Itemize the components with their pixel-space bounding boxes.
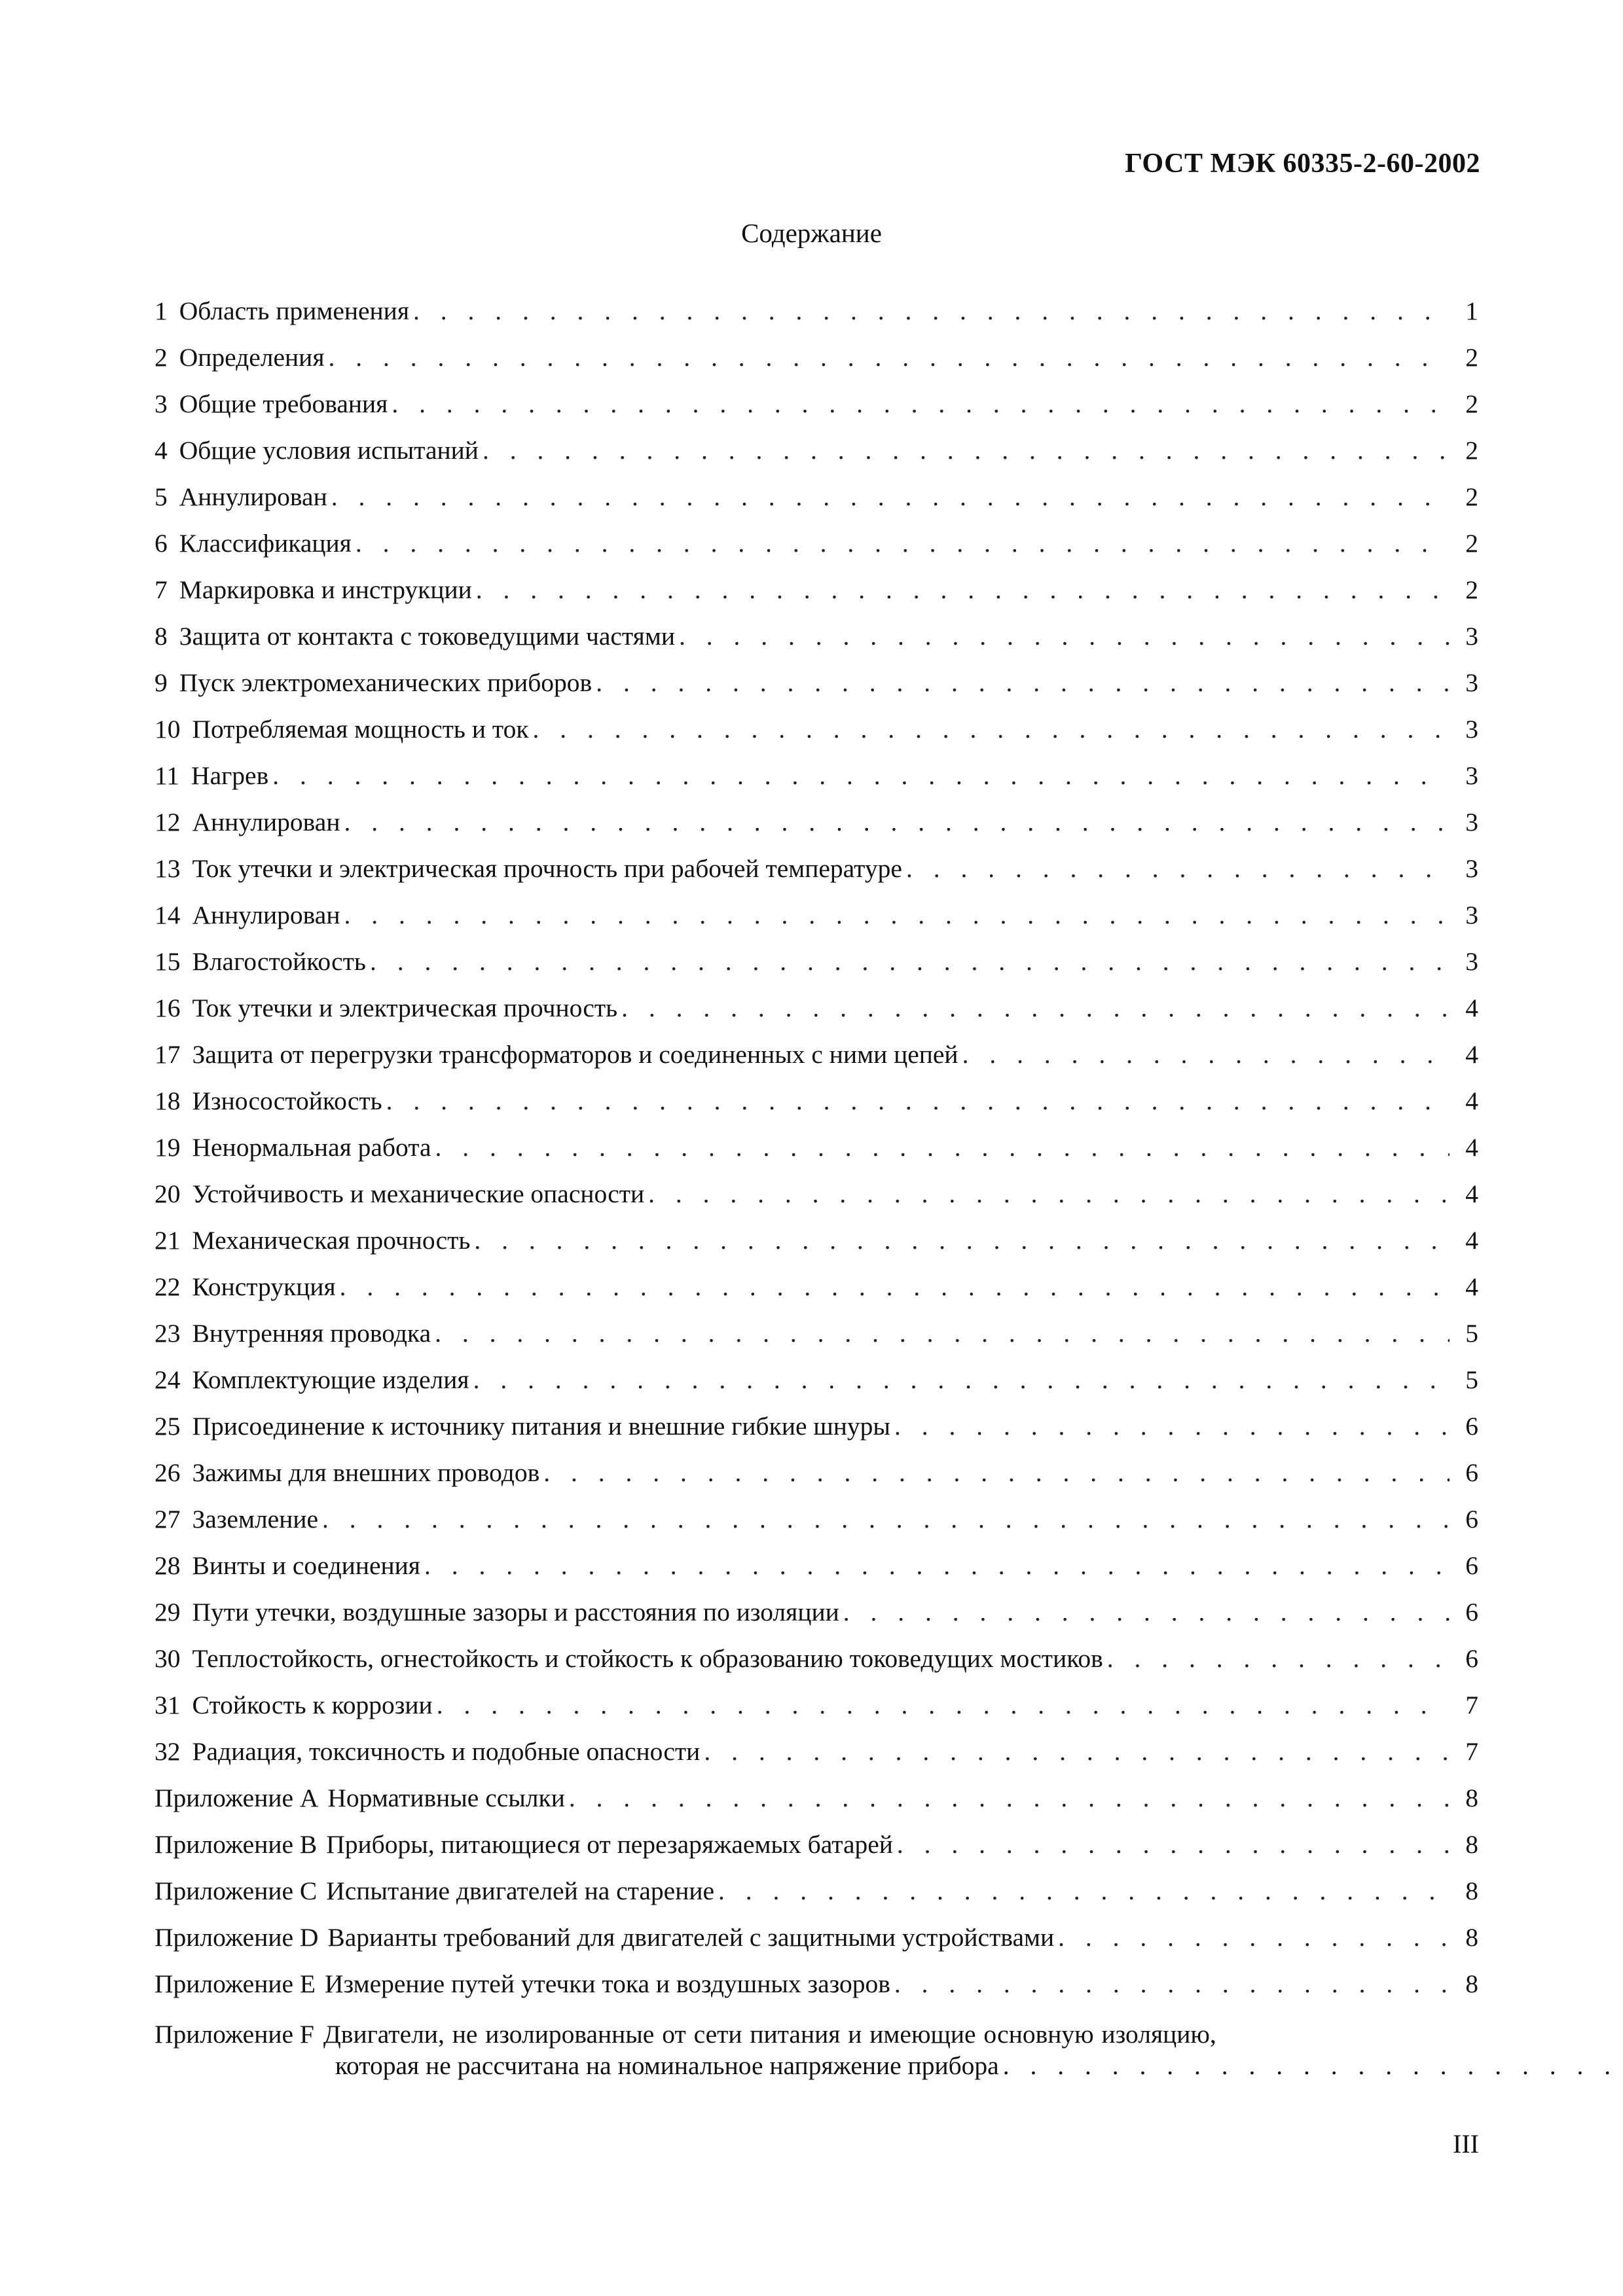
toc-entry-title: Заземление xyxy=(192,1505,319,1534)
dot-leader xyxy=(543,1458,1450,1488)
toc-entry[interactable] xyxy=(155,1783,1478,1829)
toc-entry[interactable] xyxy=(155,1039,1478,1086)
toc-entry-title: Винты и соединения xyxy=(192,1551,420,1580)
dot-leader xyxy=(329,342,1450,372)
toc-entry-title: Нагрев xyxy=(191,761,269,790)
toc-entry-number: 29 xyxy=(155,1598,181,1626)
toc-entry-title: Общие требования xyxy=(179,389,388,418)
toc-entry[interactable] xyxy=(155,1922,1478,1969)
dot-leader xyxy=(435,1318,1450,1348)
toc-entry-page: 7 xyxy=(1465,1737,1478,1766)
dot-leader xyxy=(424,1551,1450,1581)
toc-entry-page: 4 xyxy=(1465,1179,1478,1208)
toc-entry-title: Определения xyxy=(179,343,325,372)
toc-entry-page: 3 xyxy=(1465,668,1478,697)
toc-entry-number: Приложение B xyxy=(155,1830,318,1859)
toc-entry-title-line2-row xyxy=(323,2051,1623,2081)
toc-entry-page: 2 xyxy=(1465,389,1478,418)
toc-entry-number: 23 xyxy=(155,1319,181,1348)
toc-entry[interactable] xyxy=(155,1969,1478,2015)
toc-entry-title: Стойкость к коррозии xyxy=(192,1691,433,1719)
toc-entry[interactable] xyxy=(155,1272,1478,1318)
toc-entry[interactable] xyxy=(155,900,1478,946)
dot-leader xyxy=(435,1132,1450,1162)
toc-entry-number: 24 xyxy=(155,1365,181,1394)
toc-entry[interactable] xyxy=(155,528,1478,575)
toc-entry-page: 8 xyxy=(1465,1876,1478,1905)
dot-leader xyxy=(596,668,1450,698)
toc-entry-number: 15 xyxy=(155,947,181,976)
dot-leader xyxy=(370,946,1450,977)
dot-leader xyxy=(473,1365,1450,1395)
toc-entry-number: 3 xyxy=(155,389,168,418)
dot-leader xyxy=(356,528,1450,558)
dot-leader xyxy=(843,1597,1450,1627)
toc-entry-title: Классификация xyxy=(179,529,352,558)
dot-leader xyxy=(340,1272,1450,1302)
toc-entry[interactable] xyxy=(155,1504,1478,1551)
page-number: III xyxy=(1453,2129,1479,2159)
toc-entry-page: 4 xyxy=(1465,994,1478,1022)
toc-entry-page: 2 xyxy=(1465,575,1478,604)
toc-entry[interactable] xyxy=(155,1690,1478,1736)
toc-entry[interactable] xyxy=(155,668,1478,714)
dot-leader xyxy=(1003,2051,1623,2081)
toc-entry-number: Приложение E xyxy=(155,1969,316,1998)
toc-entry-page: 3 xyxy=(1465,901,1478,929)
dot-leader xyxy=(344,807,1450,837)
toc-entry[interactable] xyxy=(155,575,1478,621)
toc-entry-title: Общие условия испытаний xyxy=(179,436,479,465)
toc-entry-number: 26 xyxy=(155,1458,181,1487)
toc-entry-title: Присоединение к источнику питания и внешние гибкие шнуры xyxy=(192,1412,890,1441)
toc-entry-number: 31 xyxy=(155,1691,181,1719)
toc-entry-number: 11 xyxy=(155,761,180,790)
dot-leader xyxy=(386,1086,1450,1116)
toc-entry-page: 1 xyxy=(1465,296,1478,325)
toc-entry[interactable] xyxy=(155,1225,1478,1272)
toc-entry-page: 3 xyxy=(1465,947,1478,976)
toc-entry-page: 6 xyxy=(1465,1644,1478,1673)
toc-entry-title: Варианты требований для двигателей с защитными устройствами xyxy=(327,1923,1055,1952)
toc-entry-title: Область применения xyxy=(179,296,409,325)
dot-leader xyxy=(476,575,1450,605)
toc-entry[interactable] xyxy=(155,1458,1478,1504)
toc-entry[interactable] xyxy=(155,1365,1478,1411)
dot-leader xyxy=(569,1783,1450,1813)
toc-entry-page: 5 xyxy=(1465,1319,1478,1348)
dot-leader xyxy=(483,435,1450,465)
toc-entry-title: Аннулирован xyxy=(179,482,327,511)
toc-entry-page: 4 xyxy=(1465,1272,1478,1301)
toc-entry-number: 5 xyxy=(155,482,168,511)
dot-leader xyxy=(1107,1643,1450,1674)
toc-entry-number: 25 xyxy=(155,1412,181,1441)
toc-entry-title: Измерение путей утечки тока и воздушных зазоров xyxy=(325,1969,890,1998)
toc-entry[interactable] xyxy=(155,1829,1478,1876)
toc-entry-number: 28 xyxy=(155,1551,181,1580)
toc-entry[interactable] xyxy=(155,1597,1478,1643)
toc-entry[interactable] xyxy=(155,1643,1478,1690)
dot-leader xyxy=(344,900,1450,930)
dot-leader xyxy=(894,1411,1450,1441)
toc-entry-title-line2: которая не рассчитана на номинальное напряжение прибора xyxy=(335,2051,999,2080)
dot-leader xyxy=(331,482,1450,512)
toc-entry[interactable] xyxy=(155,1876,1478,1922)
toc-entry[interactable] xyxy=(155,1551,1478,1597)
toc-entry-number: 30 xyxy=(155,1644,181,1673)
toc-entry-title: Устойчивость и механические опасности xyxy=(192,1179,645,1208)
toc-entry-page: 3 xyxy=(1465,715,1478,744)
toc-entry-title: Нормативные ссылки xyxy=(327,1784,565,1812)
toc-entry-title: Механическая прочность xyxy=(192,1226,471,1255)
toc-entry-page: 3 xyxy=(1465,854,1478,883)
toc-entry-number: 4 xyxy=(155,436,168,465)
toc-entry[interactable] xyxy=(155,482,1478,528)
toc-entry-number: 12 xyxy=(155,808,181,836)
toc-entry-number: 8 xyxy=(155,622,168,651)
document-code: ГОСТ МЭК 60335-2-60-2002 xyxy=(1125,149,1480,179)
toc-entry[interactable] xyxy=(155,946,1478,993)
toc-entry-title: Пуск электромеханических приборов xyxy=(179,668,593,697)
dot-leader xyxy=(437,1690,1450,1720)
toc-entry-page: 2 xyxy=(1465,436,1478,465)
toc-entry-number: 22 xyxy=(155,1272,181,1301)
toc-entry-page: 6 xyxy=(1465,1505,1478,1534)
dot-leader xyxy=(413,296,1450,326)
toc-entry-title: Износостойкость xyxy=(192,1086,382,1115)
dot-leader xyxy=(648,1179,1450,1209)
toc-entry-title: Маркировка и инструкции xyxy=(179,575,472,604)
toc-entry[interactable] xyxy=(155,714,1478,761)
toc-entry[interactable] xyxy=(155,993,1478,1039)
toc-entry-page: 3 xyxy=(1465,808,1478,836)
dot-leader xyxy=(474,1225,1450,1255)
toc-entry-title-line1: Двигатели, не изолированные от сети питания и имеющие основную изоляцию, xyxy=(323,2020,1216,2049)
toc-entry-page: 6 xyxy=(1465,1412,1478,1441)
toc-entry-page: 4 xyxy=(1465,1040,1478,1069)
toc-entry-title: Пути утечки, воздушные зазоры и расстояния по изоляции xyxy=(192,1598,839,1626)
dot-leader xyxy=(1058,1922,1450,1952)
toc-entry-title: Аннулирован xyxy=(192,901,340,929)
toc-entry[interactable] xyxy=(155,853,1478,900)
toc-entry[interactable] xyxy=(155,435,1478,482)
toc-entry-title: Радиация, токсичность и подобные опасности xyxy=(192,1737,701,1766)
toc-entry-page: 4 xyxy=(1465,1086,1478,1115)
toc-entry-title: Зажимы для внешних проводов xyxy=(192,1458,540,1487)
toc-entry-page: 2 xyxy=(1465,343,1478,372)
dot-leader xyxy=(906,853,1450,884)
toc-entry-number: 16 xyxy=(155,994,181,1022)
toc-entry-title: Приборы, питающиеся от перезаряжаемых батарей xyxy=(326,1830,893,1859)
dot-leader xyxy=(621,993,1450,1023)
toc-entry-title: Комплектующие изделия xyxy=(192,1365,469,1394)
toc-entry-page: 8 xyxy=(1465,1923,1478,1952)
toc-entry[interactable] xyxy=(155,1179,1478,1225)
toc-entry[interactable] xyxy=(155,807,1478,853)
toc-entry-number: 6 xyxy=(155,529,168,558)
toc-entry-number: Приложение A xyxy=(155,1784,319,1812)
toc-entry-number: 27 xyxy=(155,1505,181,1534)
dot-leader xyxy=(392,389,1450,419)
toc-entry-number: 14 xyxy=(155,901,181,929)
toc-entry-page: 6 xyxy=(1465,1598,1478,1626)
toc-entry-title: Защита от контакта с токоведущими частями xyxy=(179,622,675,651)
dot-leader xyxy=(679,621,1450,651)
toc-entry[interactable] xyxy=(155,389,1478,435)
toc-entry-number: 9 xyxy=(155,668,168,697)
toc-entry-number: 1 xyxy=(155,296,168,325)
toc-entry[interactable] xyxy=(155,1411,1478,1458)
dot-leader xyxy=(704,1736,1450,1767)
toc-entry-page: 2 xyxy=(1465,482,1478,511)
toc-entry-page: 7 xyxy=(1465,1691,1478,1719)
toc-entry-number: 20 xyxy=(155,1179,181,1208)
toc-entry-number: 21 xyxy=(155,1226,181,1255)
toc-entry[interactable] xyxy=(155,1736,1478,1783)
toc-entry-title: Влагостойкость xyxy=(192,947,366,976)
toc-entry-page: 4 xyxy=(1465,1226,1478,1255)
dot-leader xyxy=(322,1504,1450,1534)
toc-entry-number: 13 xyxy=(155,854,181,883)
toc-entry-number: 17 xyxy=(155,1040,181,1069)
toc-entry-title: Аннулирован xyxy=(192,808,340,836)
toc-entry[interactable] xyxy=(155,621,1478,668)
toc-entry-page: 8 xyxy=(1465,1830,1478,1859)
toc-entry-number: 19 xyxy=(155,1133,181,1162)
toc-entry-title: Потребляемая мощность и ток xyxy=(192,715,529,744)
toc-entry-page: 8 xyxy=(1465,1784,1478,1812)
table-of-contents xyxy=(155,296,1478,2091)
dot-leader xyxy=(897,1829,1450,1859)
toc-entry[interactable] xyxy=(155,1318,1478,1365)
dot-leader xyxy=(962,1039,1450,1069)
toc-entry-multiline[interactable] xyxy=(155,2019,1478,2091)
dot-leader xyxy=(533,714,1450,744)
toc-entry-page: 8 xyxy=(1465,1969,1478,1998)
toc-entry-number: Приложение D xyxy=(155,1923,319,1952)
toc-entry-title: Защита от перегрузки трансформаторов и соединенных с ними цепей xyxy=(192,1040,958,1069)
toc-entry[interactable] xyxy=(155,296,1478,342)
toc-entry-number: Приложение F xyxy=(155,2020,314,2049)
toc-entry-number: 10 xyxy=(155,715,181,744)
toc-entry-title: Теплостойкость, огнестойкость и стойкость к образованию токоведущих мостиков xyxy=(192,1644,1103,1673)
toc-title: Содержание xyxy=(741,218,882,248)
toc-entry-title: Ненормальная работа xyxy=(192,1133,431,1162)
toc-entry-number: 32 xyxy=(155,1737,181,1766)
toc-entry-page: 6 xyxy=(1465,1458,1478,1487)
toc-entry-body xyxy=(323,2019,1623,2081)
dot-leader xyxy=(894,1969,1450,1999)
toc-entry-page: 5 xyxy=(1465,1365,1478,1394)
toc-entry-page: 2 xyxy=(1465,529,1478,558)
toc-entry-number: 18 xyxy=(155,1086,181,1115)
toc-entry-title: Ток утечки и электрическая прочность xyxy=(192,994,618,1022)
toc-entry[interactable] xyxy=(155,342,1478,389)
toc-entry-title: Внутренняя проводка xyxy=(192,1319,431,1348)
toc-entry-title: Испытание двигателей на старение xyxy=(326,1876,715,1905)
toc-entry-page: 3 xyxy=(1465,761,1478,790)
dot-leader xyxy=(718,1876,1450,1906)
toc-entry-number: 2 xyxy=(155,343,168,372)
toc-entry-number: Приложение C xyxy=(155,1876,318,1905)
toc-entry-page: 6 xyxy=(1465,1551,1478,1580)
toc-entry-page: 3 xyxy=(1465,622,1478,651)
toc-entry[interactable] xyxy=(155,1086,1478,1132)
dot-leader xyxy=(272,761,1450,791)
toc-entry-number: 7 xyxy=(155,575,168,604)
toc-entry[interactable] xyxy=(155,1132,1478,1179)
toc-entry-title: Ток утечки и электрическая прочность при рабочей температуре xyxy=(192,854,902,883)
toc-entry-title: Конструкция xyxy=(192,1272,336,1301)
toc-entry[interactable] xyxy=(155,761,1478,807)
toc-entry-page: 4 xyxy=(1465,1133,1478,1162)
